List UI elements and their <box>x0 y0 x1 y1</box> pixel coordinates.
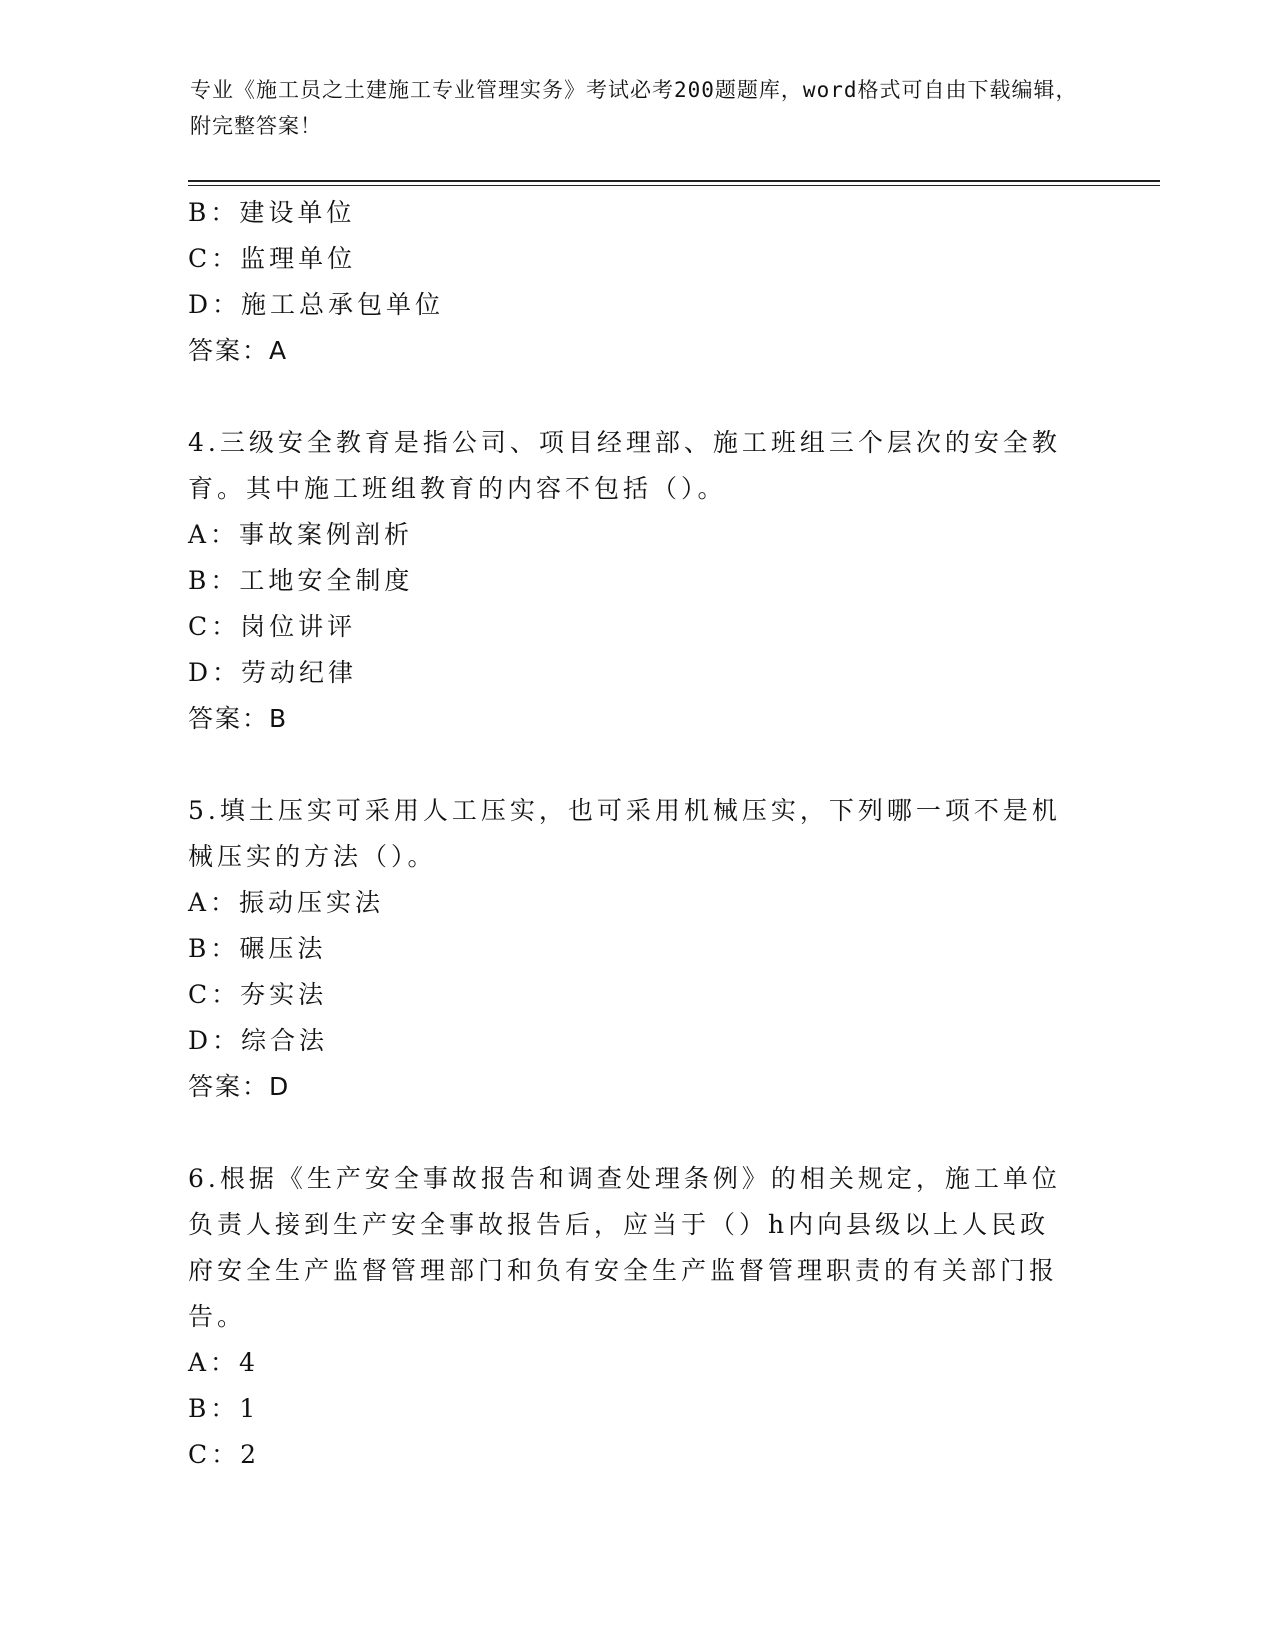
option-c: C：岗位讲评 <box>188 612 357 641</box>
question-text: 6.根据《生产安全事故报告和调查处理条例》的相关规定，施工单位负责人接到生产安全事故报告后，应当于（）h内向县级以上人民政府安全生产监督管理部门和负有安全生产监督管理职责的有关部门报告。 <box>188 1164 1061 1331</box>
option-d: D：综合法 <box>188 1026 329 1055</box>
option-d: D：劳动纪律 <box>188 658 358 687</box>
question-text: 5.填土压实可采用人工压实，也可采用机械压实，下列哪一项不是机械压实的方法（）。 <box>188 796 1061 871</box>
option-b: B：建设单位 <box>188 198 356 227</box>
option-c: C：监理单位 <box>188 244 357 273</box>
question-6 <box>188 1156 1088 1478</box>
option-c: C：夯实法 <box>188 980 328 1009</box>
question-3-continued <box>188 190 1088 374</box>
spacer <box>188 742 1088 788</box>
spacer <box>188 374 1088 420</box>
answer-label: 答案：D <box>188 1072 291 1101</box>
document-header: 专业《施工员之土建施工专业管理实务》考试必考200题题库，word格式可自由下载编辑，附完整答案！ <box>190 78 1078 138</box>
question-list <box>188 190 1088 1478</box>
question-4 <box>188 420 1088 742</box>
spacer <box>188 1110 1088 1156</box>
option-b: B：工地安全制度 <box>188 566 414 595</box>
option-a: A：4 <box>188 1348 259 1377</box>
question-text: 4.三级安全教育是指公司、项目经理部、施工班组三个层次的安全教育。其中施工班组教育的内容不包括（）。 <box>188 428 1061 503</box>
answer-label: 答案：B <box>188 704 289 733</box>
option-c: C：2 <box>188 1440 261 1469</box>
option-a: A：振动压实法 <box>188 888 385 917</box>
option-b: B：碾压法 <box>188 934 327 963</box>
header-divider-thick <box>188 180 1160 182</box>
question-5 <box>188 788 1088 1110</box>
option-d: D：施工总承包单位 <box>188 290 445 319</box>
option-a: A：事故案例剖析 <box>188 520 414 549</box>
answer-label: 答案：A <box>188 336 289 365</box>
option-b: B：1 <box>188 1394 260 1423</box>
header-divider-thin <box>188 185 1160 186</box>
